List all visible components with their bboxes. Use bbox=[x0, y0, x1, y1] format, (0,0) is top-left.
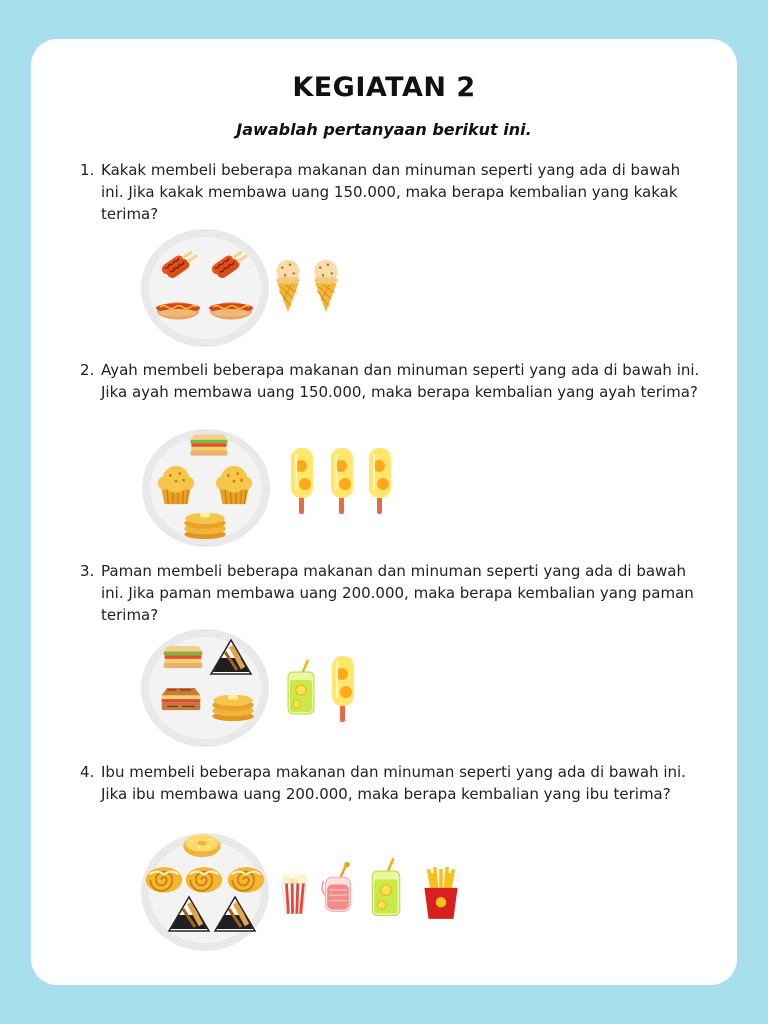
plate-icon bbox=[141, 229, 269, 347]
lemonade-icon bbox=[372, 858, 400, 915]
question-3 bbox=[80, 560, 700, 626]
pancake-icon bbox=[184, 512, 225, 539]
popsicle-icon bbox=[369, 448, 391, 514]
strawberry-juice-icon bbox=[322, 862, 350, 912]
popsicle-icon bbox=[291, 448, 313, 514]
question-2-illustration bbox=[141, 428, 411, 548]
grilled-sandwich-icon bbox=[162, 688, 201, 710]
popsicle-icon bbox=[332, 656, 354, 722]
question-number: 4. bbox=[80, 763, 95, 781]
question-2 bbox=[80, 359, 700, 403]
question-number: 1. bbox=[80, 161, 95, 179]
popsicle-icon bbox=[331, 448, 353, 514]
question-number: 3. bbox=[80, 562, 95, 580]
question-text: Ayah membeli beberapa makanan dan minuman seperti yang ada di bawah ini. Jika ayah membawa uang 150.000, maka berapa kembalian yang ayah terima? bbox=[101, 361, 700, 401]
popcorn-icon bbox=[282, 870, 307, 913]
sandwich-icon bbox=[191, 435, 228, 456]
cinnamon-roll-icon bbox=[186, 867, 222, 892]
lemonade-icon bbox=[288, 660, 314, 714]
question-3-illustration bbox=[140, 628, 370, 748]
page-title: KEGIATAN 2 bbox=[292, 72, 476, 103]
french-fries-icon bbox=[424, 867, 457, 919]
question-4-illustration bbox=[140, 829, 470, 954]
donut-icon bbox=[183, 835, 220, 857]
question-4 bbox=[80, 761, 700, 805]
cinnamon-roll-icon bbox=[146, 867, 182, 892]
question-1-illustration bbox=[140, 228, 350, 348]
pancake-icon bbox=[212, 694, 253, 721]
plate-icon bbox=[141, 629, 269, 747]
question-number: 2. bbox=[80, 361, 95, 379]
question-text: Ibu membeli beberapa makanan dan minuman seperti yang ada di bawah ini. Jika ibu membawa uang 200.000, maka berapa kembalian yang ibu terima? bbox=[101, 763, 686, 803]
question-text: Paman membeli beberapa makanan dan minuman seperti yang ada di bawah ini. Jika paman membawa uang 200.000, maka berapa kembalian yang paman terima? bbox=[101, 562, 694, 624]
question-1 bbox=[80, 159, 700, 225]
cinnamon-roll-icon bbox=[228, 867, 264, 892]
ice-cream-cone-icon bbox=[276, 260, 299, 312]
ice-cream-cone-icon bbox=[314, 260, 337, 312]
sandwich-icon bbox=[164, 646, 203, 668]
question-text: Kakak membeli beberapa makanan dan minuman seperti yang ada di bawah ini. Jika kakak membawa uang 150.000, maka berapa kembalian yang kakak terima? bbox=[101, 161, 681, 223]
page-subtitle: Jawablah pertanyaan berikut ini. bbox=[236, 120, 532, 139]
